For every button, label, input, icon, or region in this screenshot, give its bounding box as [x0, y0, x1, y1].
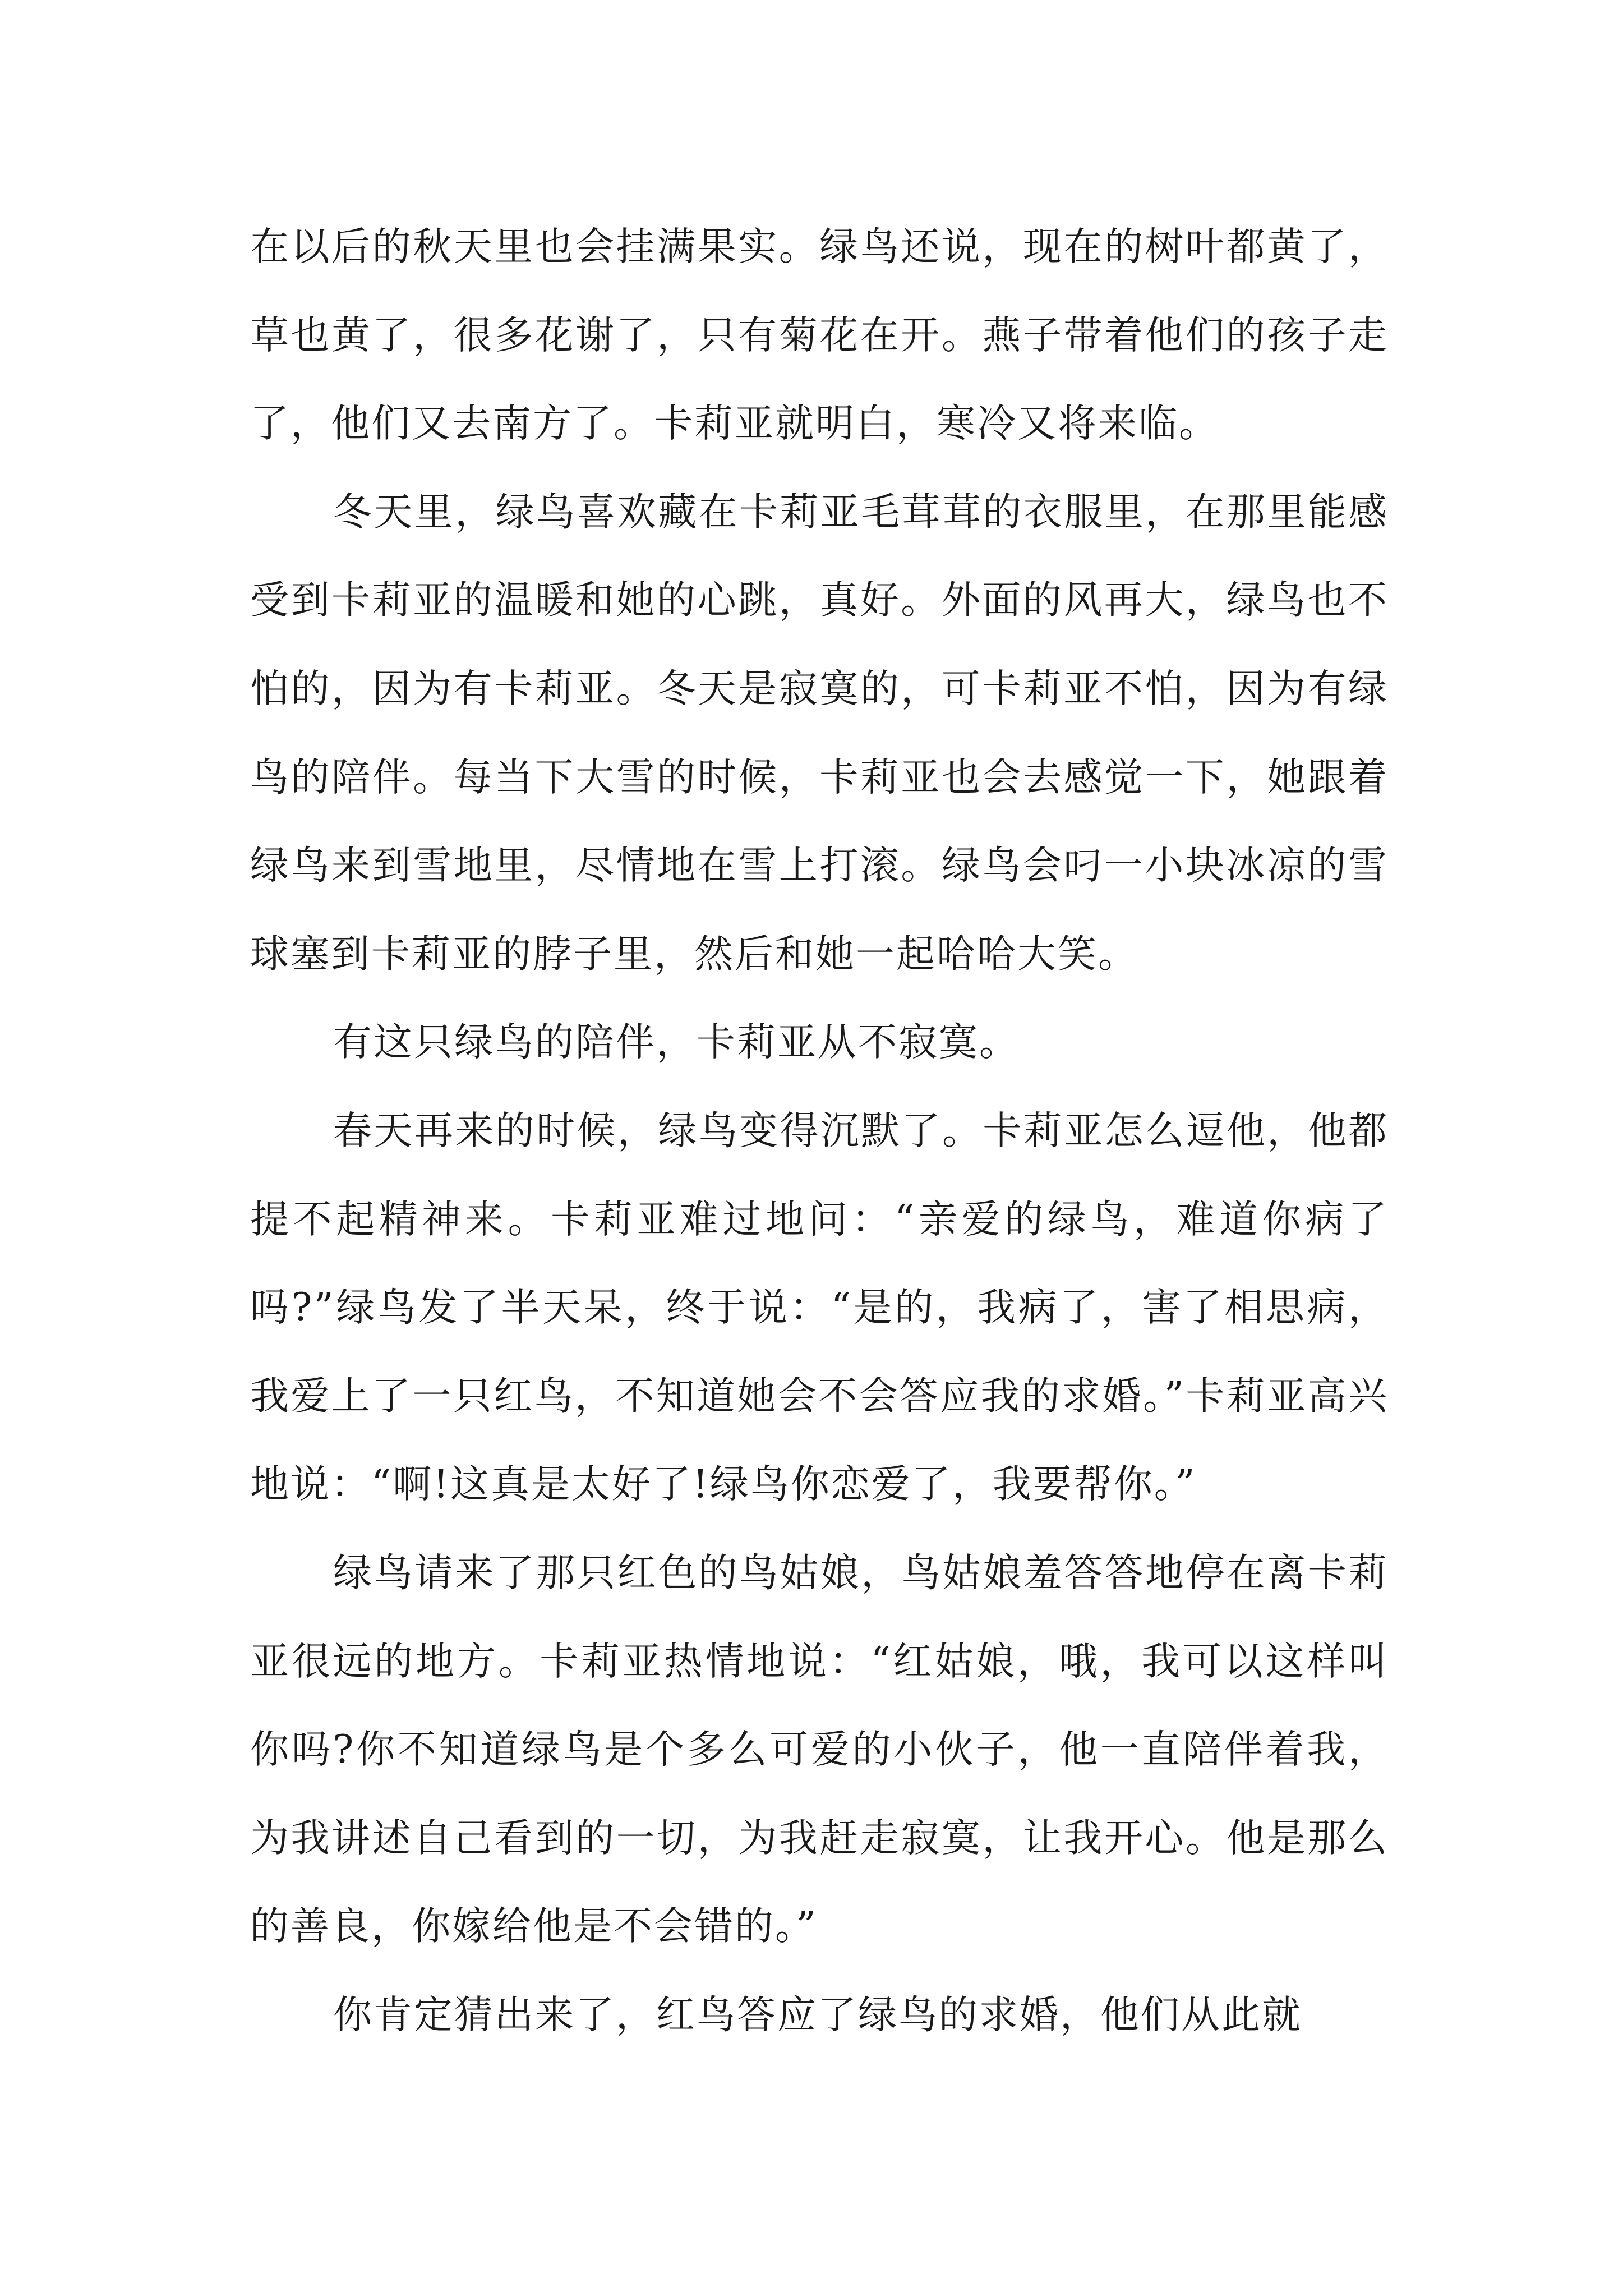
paragraph-5: 绿鸟请来了那只红色的鸟姑娘，鸟姑娘羞答答地停在离卡莉亚很远的地方。卡莉亚热情地说：“红姑娘，哦，我可以这样叫你吗?你不知道绿鸟是个多么可爱的小伙子，他一直陪伴着我，为我讲述自己看到的一切，为我赶走寂寞，让我开心。他是那么的善良，你嫁给他是不会错的。”	[250, 1550, 1389, 1949]
story-text	[250, 203, 1389, 2059]
paragraph-6: 你肯定猜出来了，红鸟答应了绿鸟的求婚，他们从此就	[333, 1992, 1302, 2037]
paragraph-3: 有这只绿鸟的陪伴，卡莉亚从不寂寞。	[333, 1020, 1020, 1065]
paragraph-2: 冬天里，绿鸟喜欢藏在卡莉亚毛茸茸的衣服里，在那里能感受到卡莉亚的温暖和她的心跳，真好。外面的风再大，绿鸟也不怕的，因为有卡莉亚。冬天是寂寞的，可卡莉亚不怕，因为有绿鸟的陪伴。每当下大雪的时候，卡莉亚也会去感觉一下，她跟着绿鸟来到雪地里，尽情地在雪上打滚。绿鸟会叼一小块冰凉的雪球塞到卡莉亚的脖子里，然后和她一起哈哈大笑。	[250, 489, 1389, 977]
paragraph-1: 在以后的秋天里也会挂满果实。绿鸟还说，现在的树叶都黄了，草也黄了，很多花谢了，只有菊花在开。燕子带着他们的孩子走了，他们又去南方了。卡莉亚就明白，寒冷又将来临。	[250, 224, 1389, 447]
paragraph-4: 春天再来的时候，绿鸟变得沉默了。卡莉亚怎么逗他，他都提不起精神来。卡莉亚难过地问：“亲爱的绿鸟，难道你病了吗?”绿鸟发了半天呆，终于说：“是的，我病了，害了相思病，我爱上了一只红鸟，不知道她会不会答应我的求婚。”卡莉亚高兴地说：“啊!这真是太好了!绿鸟你恋爱了，我要帮你。”	[250, 1108, 1389, 1507]
